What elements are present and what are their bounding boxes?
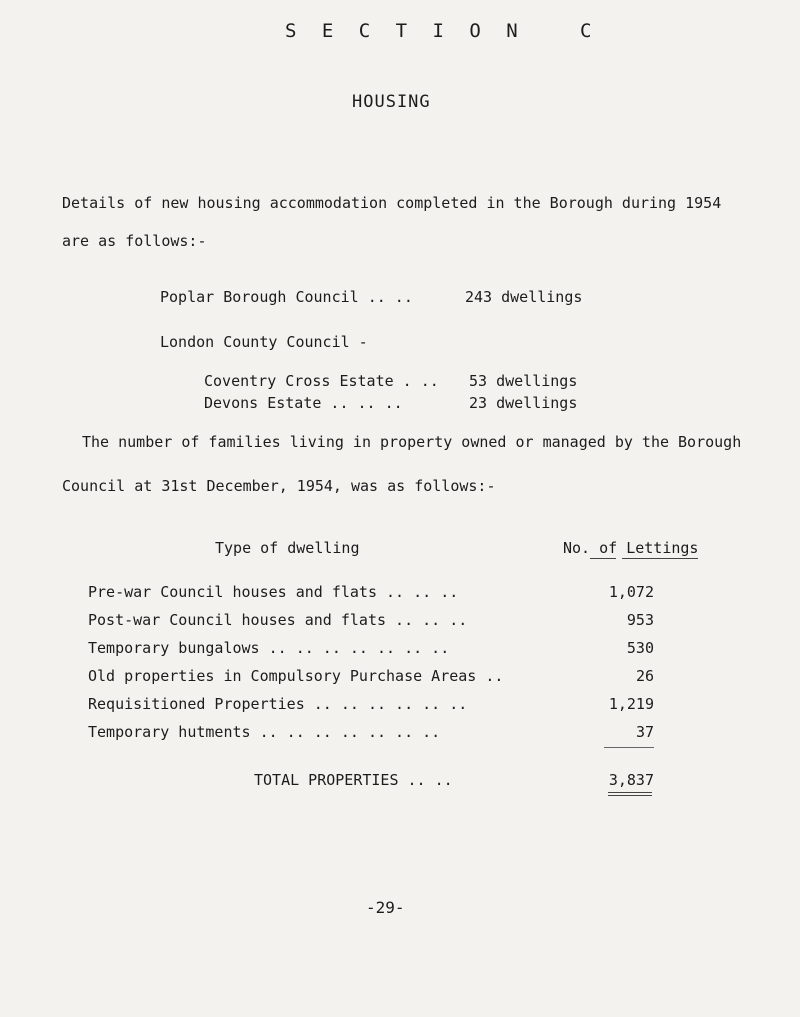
table-row-label: Old properties in Compulsory Purchase Areas .. [88,667,504,685]
total-label: TOTAL PROPERTIES .. .. [254,771,453,789]
estate-label: Devons Estate .. .. .. [204,394,403,412]
column-header-type: Type of dwelling [215,539,360,557]
table-row-value: 26 [635,667,654,685]
total-value: 3,837 [608,771,654,789]
header-underline [590,558,616,559]
subtotal-rule [604,747,654,748]
lcc-label: London County Council - [160,333,368,351]
intro-line-2: are as follows:- [62,232,207,250]
intro-line-1: Details of new housing accommodation completed in the Borough during 1954 [62,194,722,212]
table-row-value: 953 [626,611,654,629]
poplar-label: Poplar Borough Council .. .. [160,288,413,306]
estate-label: Coventry Cross Estate . .. [204,372,439,390]
families-line-1: The number of families living in property owned or managed by the Borough [82,433,742,451]
header-underline [622,558,698,559]
table-row-value: 530 [626,639,654,657]
estate-value: 23 dwellings [469,394,578,412]
table-row-label: Temporary hutments .. .. .. .. .. .. .. [88,723,441,741]
table-row-label: Temporary bungalows .. .. .. .. .. .. .. [88,639,450,657]
table-row-value: 37 [635,723,654,741]
total-rule [608,795,652,796]
estate-value: 53 dwellings [469,372,578,390]
table-row-value: 1,219 [608,695,654,713]
table-row-label: Post-war Council houses and flats .. .. .. [88,611,468,629]
page-heading: HOUSING [352,92,431,112]
table-row-value: 1,072 [608,583,654,601]
poplar-value: 243 dwellings [465,288,583,306]
table-row-label: Requisitioned Properties .. .. .. .. .. .. [88,695,468,713]
section-title: S E C T I O N C [285,20,599,42]
page-number: -29- [366,898,405,917]
table-row-label: Pre-war Council houses and flats .. .. .. [88,583,459,601]
column-header-lettings: No. of Lettings [563,539,699,557]
total-rule [608,792,652,793]
families-line-2: Council at 31st December, 1954, was as follows:- [62,477,496,495]
